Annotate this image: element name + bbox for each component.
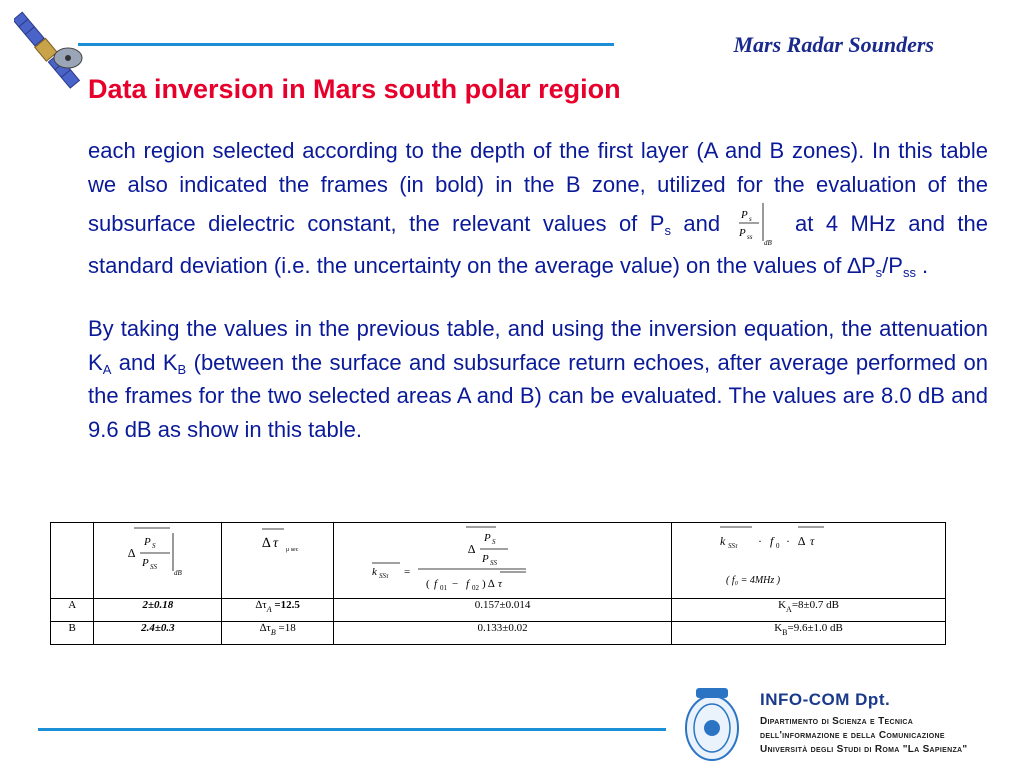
paragraph-1 bbox=[88, 134, 988, 283]
p2-sub-a: A bbox=[102, 361, 112, 377]
delta-symbol: ∆ bbox=[847, 253, 861, 278]
svg-text:=: = bbox=[403, 566, 410, 578]
k-cell bbox=[672, 599, 946, 622]
svg-text:ss: ss bbox=[746, 233, 753, 241]
ratio-cell: 2±0.18 bbox=[94, 599, 222, 622]
svg-text:f: f bbox=[433, 578, 437, 590]
p1-sub-s: s bbox=[664, 222, 671, 238]
p1-sub-ss: ss bbox=[902, 265, 916, 280]
tau-sub: A bbox=[266, 605, 272, 614]
k-sub: B bbox=[782, 628, 788, 637]
svg-text:02: 02 bbox=[471, 584, 479, 592]
svg-text:·: · bbox=[757, 534, 762, 548]
table-row bbox=[51, 622, 946, 645]
header-tau-formula bbox=[222, 523, 334, 599]
svg-text:P: P bbox=[141, 557, 149, 569]
p2-text-b: and K bbox=[111, 349, 178, 375]
svg-text:dB: dB bbox=[173, 569, 182, 577]
svg-text:S: S bbox=[491, 538, 496, 546]
header-ratio-formula bbox=[94, 523, 222, 599]
satellite-logo-icon bbox=[14, 0, 84, 100]
svg-text:P: P bbox=[481, 553, 489, 565]
university-seal-icon bbox=[680, 684, 744, 764]
k-label: K bbox=[778, 599, 787, 611]
tau-value: =18 bbox=[278, 622, 296, 634]
svg-text:τ: τ bbox=[809, 534, 814, 548]
page-title: Data inversion in Mars south polar region bbox=[88, 74, 621, 104]
paragraph-2 bbox=[88, 312, 988, 446]
svg-text:f: f bbox=[465, 578, 469, 590]
table-row bbox=[51, 599, 946, 622]
svg-text:SSτ: SSτ bbox=[378, 572, 389, 580]
svg-text:01: 01 bbox=[439, 584, 447, 592]
zone-cell: B bbox=[51, 622, 94, 645]
tau-cell: $\Delta\tau_A =12.5$ bbox=[222, 599, 334, 622]
k-cell bbox=[672, 622, 946, 645]
header-f0-note: ( f₀ = 4MHz ) bbox=[725, 575, 780, 586]
p1-end: . bbox=[915, 253, 929, 278]
svg-text:∆: ∆ bbox=[127, 546, 136, 560]
svg-text:s: s bbox=[748, 215, 752, 223]
svg-text:SS: SS bbox=[149, 563, 157, 571]
svg-text:τ: τ bbox=[497, 578, 502, 590]
svg-text:∆: ∆ bbox=[261, 536, 271, 551]
svg-text:τ: τ bbox=[272, 536, 278, 551]
svg-text:·: · bbox=[785, 534, 790, 548]
p1-text-p: P bbox=[860, 253, 876, 278]
p2-sub-b: B bbox=[177, 361, 187, 377]
svg-text:P: P bbox=[483, 532, 491, 544]
ps-pss-ratio-formula bbox=[733, 201, 783, 249]
zone-cell: A bbox=[51, 599, 94, 622]
svg-text:SSτ: SSτ bbox=[727, 542, 738, 550]
results-table bbox=[50, 522, 946, 645]
p1-slash: /P bbox=[882, 253, 903, 278]
table-header-row bbox=[51, 523, 946, 599]
p2-text-c: (between the surface and subsurface return echoes, after average performed on the frames for the two selected areas A and B) can be evaluated. The values are 8.0 dB and 9.6 dB as show in this table. bbox=[88, 349, 988, 442]
svg-text:−: − bbox=[451, 578, 458, 590]
dept-line-2: dell'informazione e della Comunicazione bbox=[760, 730, 945, 741]
svg-text:P: P bbox=[738, 227, 746, 239]
dept-line-3: Università degli Studi di Roma "La Sapienza" bbox=[760, 744, 968, 755]
k-sub: A bbox=[786, 605, 792, 614]
k-value: =9.6±1.0 dB bbox=[787, 622, 843, 634]
p1-text-c: at 4 MHz and the standard deviation (i.e. the uncertainty on the average value) on the values of bbox=[88, 210, 988, 278]
svg-text:k: k bbox=[719, 534, 725, 548]
svg-text:dB: dB bbox=[763, 239, 772, 247]
tau-cell: $\Delta\tau_B =18$ bbox=[222, 622, 334, 645]
tau-sub: B bbox=[270, 628, 276, 637]
header-kss-formula bbox=[334, 523, 672, 599]
svg-text:μ sec: μ sec bbox=[285, 547, 299, 553]
svg-text:∆: ∆ bbox=[797, 534, 805, 548]
svg-text:P: P bbox=[740, 209, 748, 221]
p2-text-a: By taking the values in the previous table, and using the inversion equation, the attenuation K bbox=[88, 316, 988, 375]
svg-text:0: 0 bbox=[775, 542, 779, 550]
header-k-formula bbox=[672, 523, 946, 599]
org-name: INFO-COM Dpt. bbox=[760, 690, 891, 709]
top-divider bbox=[78, 43, 614, 46]
svg-text:SS: SS bbox=[489, 559, 497, 567]
svg-text:∆: ∆ bbox=[467, 542, 475, 556]
svg-text:(: ( bbox=[425, 578, 430, 590]
kss-cell: 0.157±0.014 bbox=[334, 599, 672, 622]
svg-text:k: k bbox=[371, 566, 377, 578]
svg-text:P: P bbox=[143, 536, 151, 548]
k-label: K bbox=[774, 622, 783, 634]
p1-sub-s2: s bbox=[875, 265, 883, 280]
p1-text-b: and bbox=[670, 210, 733, 236]
bottom-divider bbox=[38, 728, 666, 731]
svg-text:S: S bbox=[151, 542, 156, 550]
header-brand: Mars Radar Sounders bbox=[733, 32, 934, 57]
svg-text:f: f bbox=[769, 534, 773, 548]
k-value: =8±0.7 dB bbox=[791, 599, 839, 611]
p1-text-a: each region selected according to the depth of the first layer (A and B zones). In this table we also indicated the frames (in bold) in the B zone, utilized for the evaluation of the subsurface dielectric constant, the relevant values of P bbox=[88, 138, 988, 236]
header-empty-cell bbox=[51, 523, 94, 599]
dept-line-1: Dipartimento di Scienza e Tecnica bbox=[760, 716, 914, 727]
tau-value: =12.5 bbox=[274, 599, 300, 611]
ratio-cell: 2.4±0.3 bbox=[94, 622, 222, 645]
kss-cell: 0.133±0.02 bbox=[334, 622, 672, 645]
svg-text:): ) bbox=[481, 578, 486, 590]
svg-text:∆: ∆ bbox=[487, 578, 495, 590]
